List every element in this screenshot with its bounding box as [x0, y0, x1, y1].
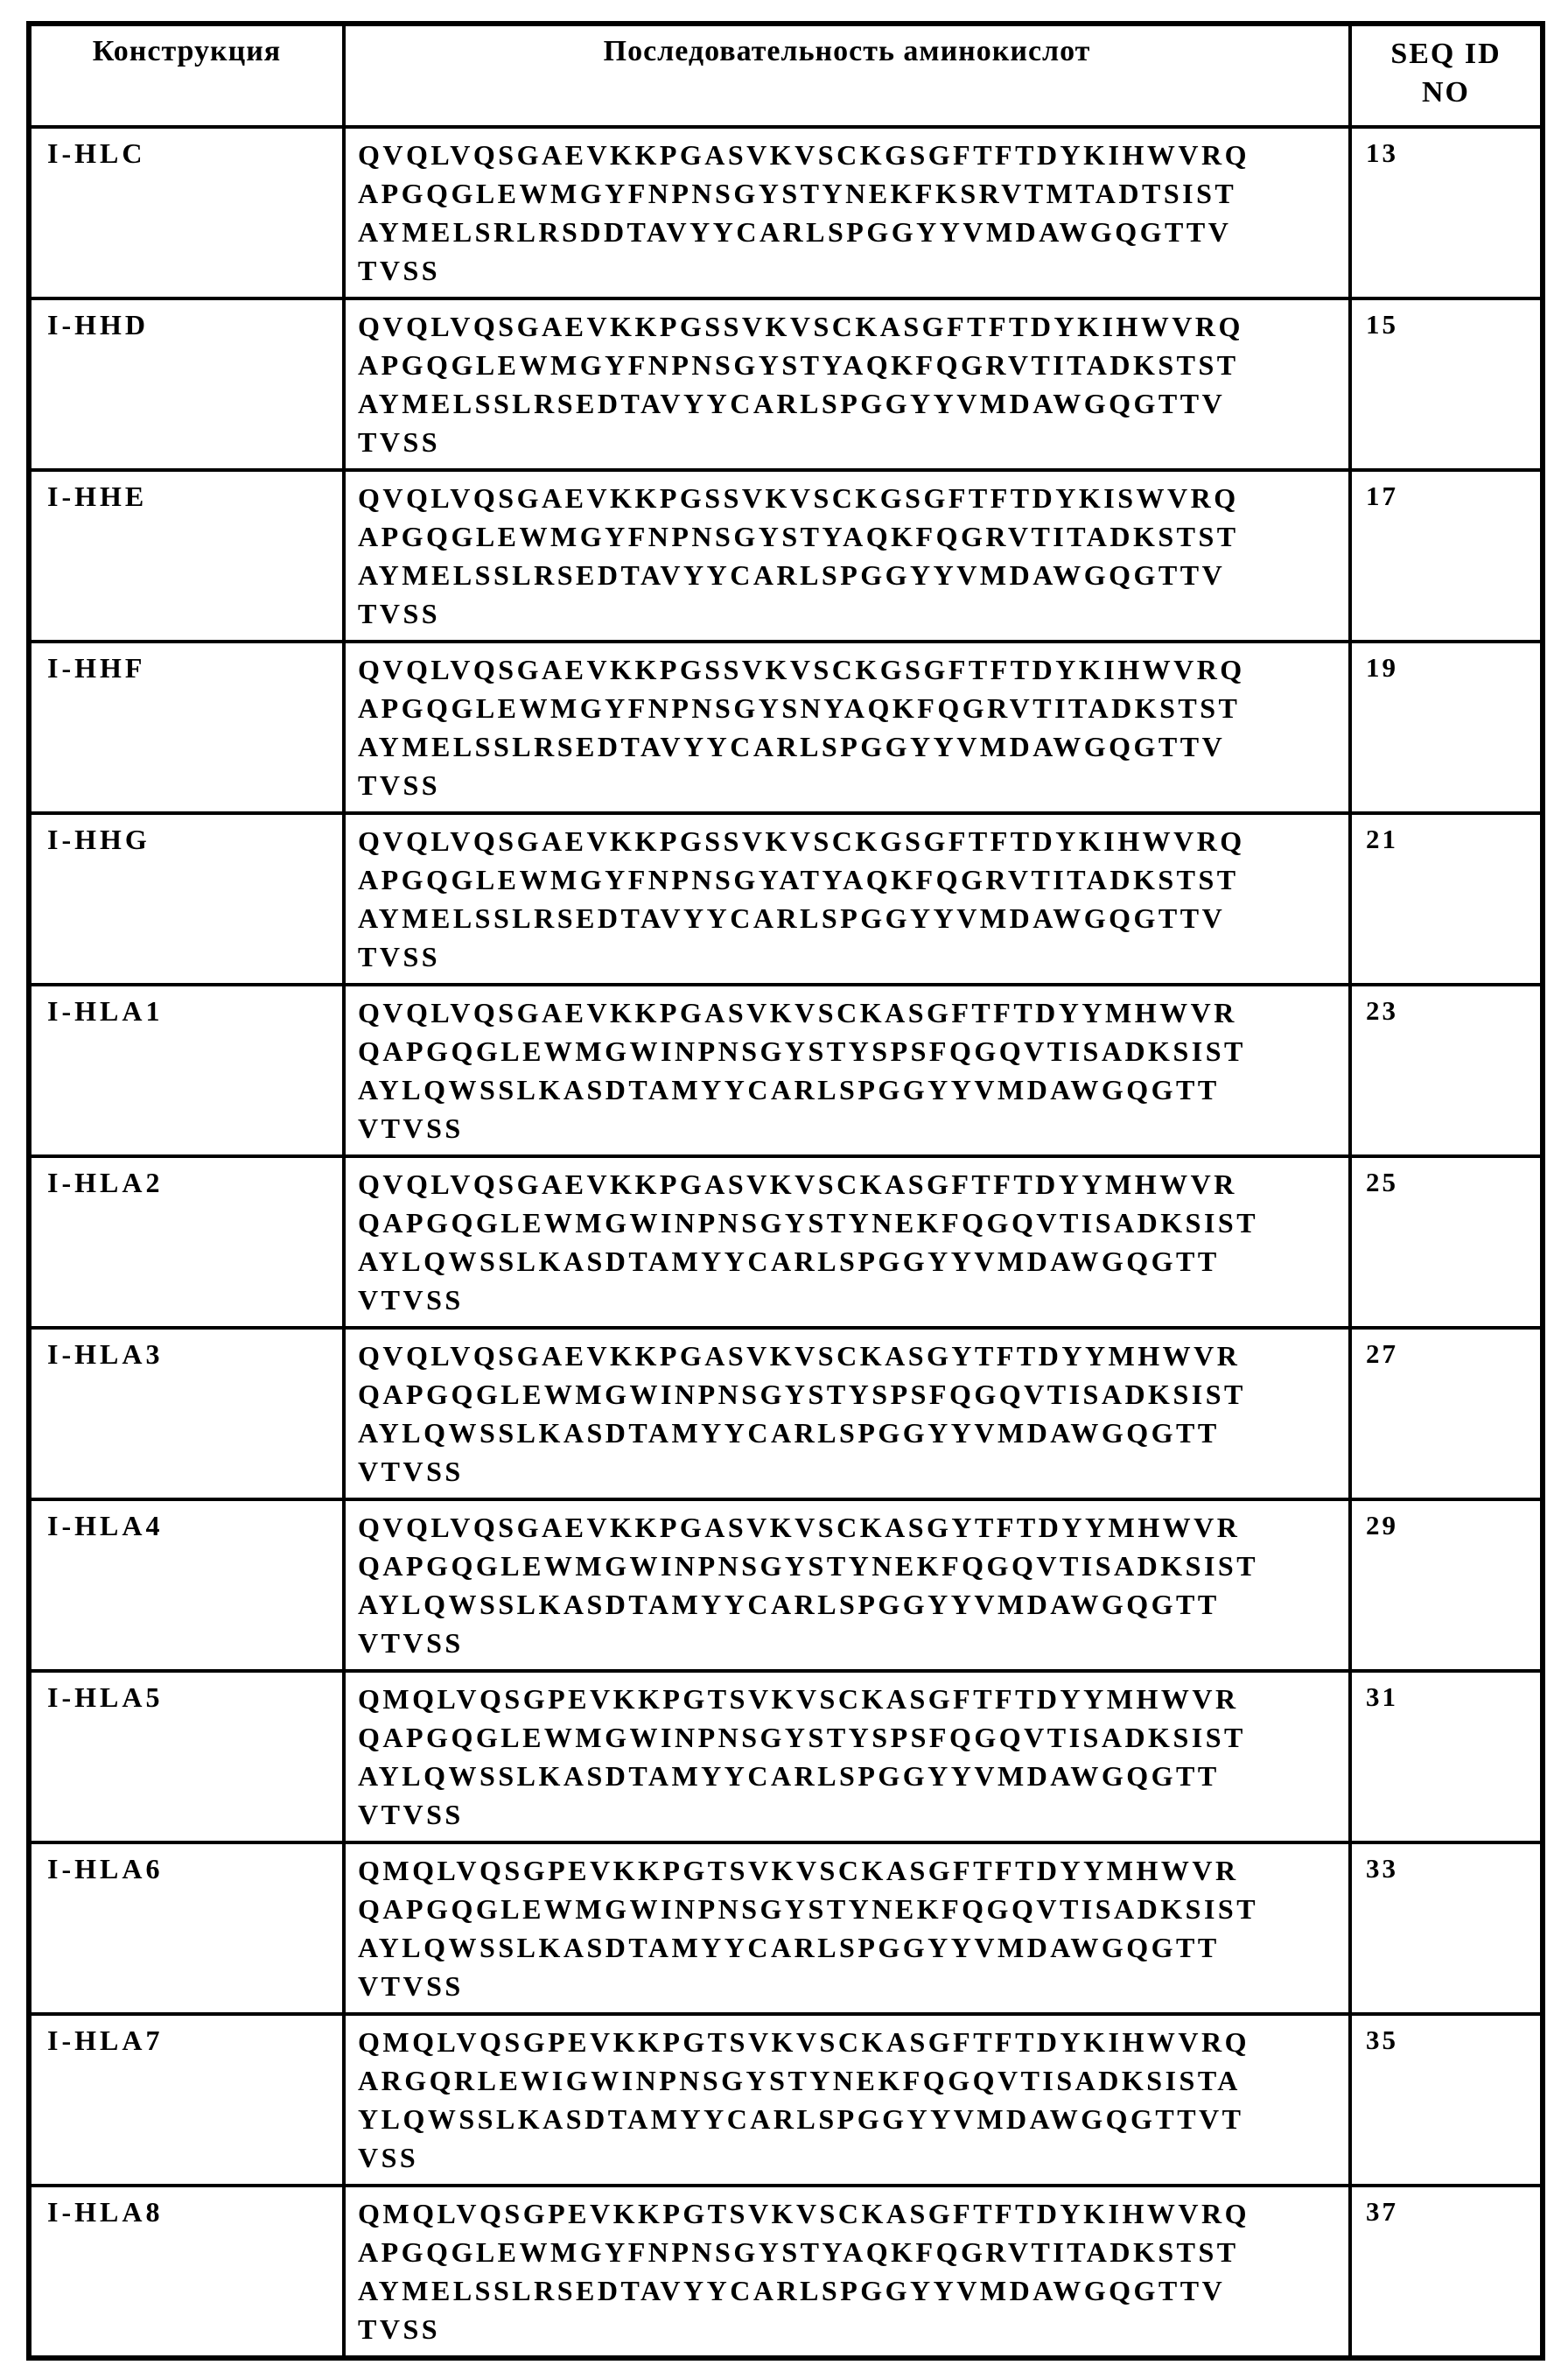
sequence-line: VTVSS	[358, 1799, 464, 1830]
sequence-line: QAPGQGLEWMGWINPNSGYSTYSPSFQGQVTISADKSIST	[358, 1722, 1246, 1753]
table-row	[29, 813, 1543, 985]
sequence-cell	[344, 1328, 1350, 1499]
sequence-line: QAPGQGLEWMGWINPNSGYSTYSPSFQGQVTISADKSIST	[358, 1035, 1246, 1067]
table-row	[29, 127, 1543, 298]
sequence-line: QVQLVQSGAEVKKPGASVKVSCKASGYTFTDYYMHWVR	[358, 1340, 1241, 1372]
table-row	[29, 1842, 1543, 2014]
seq-id-value: 17	[1350, 470, 1543, 642]
sequence-line: AYLQWSSLKASDTAMYYCARLSPGGYYVMDAWGQGTT	[358, 1589, 1220, 1620]
construct-name: I-HHF	[29, 642, 344, 813]
seq-id-value: 25	[1350, 1156, 1543, 1328]
sequence-line: QVQLVQSGAEVKKPGASVKVSCKGSGFTFTDYKIHWVRQ	[358, 139, 1250, 171]
sequence-line: QAPGQGLEWMGWINPNSGYSTYNEKFQGQVTISADKSIST	[358, 1207, 1259, 1239]
table-row	[29, 1499, 1543, 1671]
sequence-line: QVQLVQSGAEVKKPGSSVKVSCKGSGFTFTDYKIHWVRQ	[358, 825, 1245, 857]
table-row	[29, 1328, 1543, 1499]
sequence-line: AYMELSSLRSEDTAVYYCARLSPGGYYVMDAWGQGTTV	[358, 902, 1226, 934]
construct-name: I-HLA1	[29, 985, 344, 1156]
seq-id-value: 29	[1350, 1499, 1543, 1671]
seq-id-value: 27	[1350, 1328, 1543, 1499]
construct-name: I-HLA2	[29, 1156, 344, 1328]
construct-name: I-HLC	[29, 127, 344, 298]
sequence-cell	[344, 1156, 1350, 1328]
sequence-cell	[344, 642, 1350, 813]
table-row	[29, 2014, 1543, 2186]
construct-name: I-HLA3	[29, 1328, 344, 1499]
sequence-cell	[344, 1842, 1350, 2014]
table-row	[29, 985, 1543, 1156]
sequence-line: APGQGLEWMGYFNPNSGYSTYAQKFQGRVTITADKSTST	[358, 2236, 1239, 2268]
seq-id-value: 35	[1350, 2014, 1543, 2186]
construct-name: I-HLA5	[29, 1671, 344, 1842]
sequence-line: AYLQWSSLKASDTAMYYCARLSPGGYYVMDAWGQGTT	[358, 1932, 1220, 1963]
seq-id-value: 21	[1350, 813, 1543, 985]
sequence-line: ARGQRLEWIGWINPNSGYSTYNEKFQGQVTISADKSISTA	[358, 2065, 1241, 2096]
sequence-cell	[344, 813, 1350, 985]
sequence-line: VTVSS	[358, 1970, 464, 2002]
sequence-line: TVSS	[358, 941, 441, 972]
sequence-line: QVQLVQSGAEVKKPGASVKVSCKASGFTFTDYYMHWVR	[358, 997, 1237, 1028]
sequence-line: VTVSS	[358, 1284, 464, 1316]
sequence-line: AYLQWSSLKASDTAMYYCARLSPGGYYVMDAWGQGTT	[358, 1246, 1220, 1277]
construct-name: I-HLA4	[29, 1499, 344, 1671]
sequence-line: APGQGLEWMGYFNPNSGYSTYAQKFQGRVTITADKSTST	[358, 521, 1239, 552]
sequence-line: YLQWSSLKASDTAMYYCARLSPGGYYVMDAWGQGTTVT	[358, 2103, 1244, 2135]
table-row	[29, 470, 1543, 642]
sequence-line: AYLQWSSLKASDTAMYYCARLSPGGYYVMDAWGQGTT	[358, 1760, 1220, 1792]
sequence-cell	[344, 2014, 1350, 2186]
sequence-line: QAPGQGLEWMGWINPNSGYSTYNEKFQGQVTISADKSIST	[358, 1550, 1259, 1582]
column-header-sequence: Последовательность аминокислот	[344, 24, 1350, 127]
table-row	[29, 298, 1543, 470]
sequence-cell	[344, 2186, 1350, 2358]
seq-id-value: 31	[1350, 1671, 1543, 1842]
sequence-line: QMQLVQSGPEVKKPGTSVKVSCKASGFTFTDYYMHWVR	[358, 1683, 1239, 1715]
construct-name: I-HHE	[29, 470, 344, 642]
sequence-cell	[344, 127, 1350, 298]
header-row	[29, 24, 1543, 127]
sequence-line: QVQLVQSGAEVKKPGSSVKVSCKGSGFTFTDYKISWVRQ	[358, 482, 1239, 514]
table-body	[29, 127, 1543, 2358]
sequence-line: QVQLVQSGAEVKKPGASVKVSCKASGFTFTDYYMHWVR	[358, 1168, 1237, 1200]
sequence-line: AYLQWSSLKASDTAMYYCARLSPGGYYVMDAWGQGTT	[358, 1074, 1220, 1105]
construct-name: I-HLA6	[29, 1842, 344, 2014]
seq-id-value: 15	[1350, 298, 1543, 470]
sequence-line: TVSS	[358, 426, 441, 458]
sequence-line: APGQGLEWMGYFNPNSGYSNYAQKFQGRVTITADKSTST	[358, 692, 1241, 724]
sequence-line: QAPGQGLEWMGWINPNSGYSTYNEKFQGQVTISADKSIST	[358, 1893, 1259, 1925]
sequence-line: QVQLVQSGAEVKKPGSSVKVSCKGSGFTFTDYKIHWVRQ	[358, 654, 1245, 685]
sequence-line: VTVSS	[358, 1112, 464, 1144]
sequence-line: TVSS	[358, 2313, 441, 2345]
sequence-line: APGQGLEWMGYFNPNSGYATYAQKFQGRVTITADKSTST	[358, 864, 1239, 895]
sequence-line: QVQLVQSGAEVKKPGASVKVSCKASGYTFTDYYMHWVR	[358, 1512, 1241, 1543]
amino-acid-sequence-table	[26, 21, 1545, 2361]
sequence-cell	[344, 1499, 1350, 1671]
seq-id-value: 37	[1350, 2186, 1543, 2358]
sequence-line: VTVSS	[358, 1627, 464, 1659]
seq-id-value: 19	[1350, 642, 1543, 813]
sequence-line: QVQLVQSGAEVKKPGSSVKVSCKASGFTFTDYKIHWVRQ	[358, 311, 1243, 342]
seq-id-header-line1: SEQ ID	[1390, 38, 1502, 70]
column-header-seq-id	[1350, 24, 1543, 127]
sequence-line: AYLQWSSLKASDTAMYYCARLSPGGYYVMDAWGQGTT	[358, 1417, 1220, 1449]
sequence-cell	[344, 298, 1350, 470]
construct-name: I-HHD	[29, 298, 344, 470]
sequence-line: VTVSS	[358, 1456, 464, 1487]
sequence-line: VSS	[358, 2142, 419, 2173]
seq-id-value: 23	[1350, 985, 1543, 1156]
seq-id-value: 33	[1350, 1842, 1543, 2014]
table-row	[29, 1156, 1543, 1328]
sequence-line: QMQLVQSGPEVKKPGTSVKVSCKASGFTFTDYYMHWVR	[358, 1855, 1239, 1886]
sequence-line: TVSS	[358, 769, 441, 801]
sequence-cell	[344, 985, 1350, 1156]
seq-id-value: 13	[1350, 127, 1543, 298]
sequence-line: AYMELSSLRSEDTAVYYCARLSPGGYYVMDAWGQGTTV	[358, 2275, 1226, 2306]
construct-name: I-HHG	[29, 813, 344, 985]
sequence-line: QMQLVQSGPEVKKPGTSVKVSCKASGFTFTDYKIHWVRQ	[358, 2198, 1250, 2229]
sequence-line: AYMELSSLRSEDTAVYYCARLSPGGYYVMDAWGQGTTV	[358, 559, 1226, 591]
column-header-construct: Конструкция	[29, 24, 344, 127]
seq-id-header-line2: NO	[1422, 76, 1470, 109]
sequence-line: AYMELSSLRSEDTAVYYCARLSPGGYYVMDAWGQGTTV	[358, 388, 1226, 419]
sequence-line: APGQGLEWMGYFNPNSGYSTYNEKFKSRVTMTADTSIST	[358, 178, 1237, 209]
table-row	[29, 2186, 1543, 2358]
sequence-cell	[344, 470, 1350, 642]
table-row	[29, 1671, 1543, 1842]
table-row	[29, 642, 1543, 813]
sequence-line: TVSS	[358, 255, 441, 286]
sequence-line: QMQLVQSGPEVKKPGTSVKVSCKASGFTFTDYKIHWVRQ	[358, 2026, 1250, 2058]
sequence-line: AYMELSSLRSEDTAVYYCARLSPGGYYVMDAWGQGTTV	[358, 731, 1226, 762]
sequence-line: AYMELSRLRSDDTAVYYCARLSPGGYYVMDAWGQGTTV	[358, 216, 1232, 248]
construct-name: I-HLA7	[29, 2014, 344, 2186]
sequence-cell	[344, 1671, 1350, 1842]
sequence-line: TVSS	[358, 598, 441, 629]
sequence-line: QAPGQGLEWMGWINPNSGYSTYSPSFQGQVTISADKSIST	[358, 1379, 1246, 1410]
sequence-line: APGQGLEWMGYFNPNSGYSTYAQKFQGRVTITADKSTST	[358, 349, 1239, 381]
construct-name: I-HLA8	[29, 2186, 344, 2358]
